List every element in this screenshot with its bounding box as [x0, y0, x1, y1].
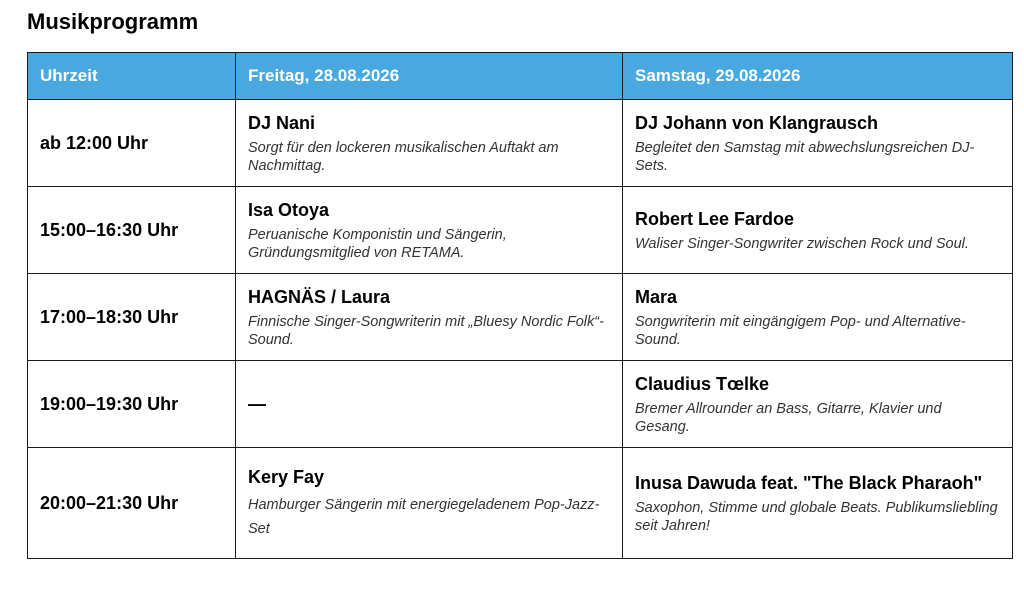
friday-cell [236, 100, 623, 187]
table-header-row [28, 53, 1013, 100]
artist-name: Mara [635, 286, 678, 307]
artist-description: Songwriterin mit eingängigem Pop- und Alternative-Sound. [635, 313, 966, 348]
artist-name: DJ Nani [248, 112, 316, 133]
artist-name: Kery Fay [248, 466, 325, 487]
artist-description: Hamburger Sängerin mit energiegeladenem Pop-Jazz-Set [248, 496, 600, 537]
friday-cell [236, 361, 623, 448]
table-row [28, 361, 1013, 448]
time-cell: 20:00–21:30 Uhr [28, 448, 236, 559]
friday-cell [236, 274, 623, 361]
artist-description: Begleitet den Samstag mit abwechslungsreichen DJ-Sets. [635, 139, 975, 174]
saturday-cell [623, 100, 1013, 187]
column-header-saturday: Samstag, 29.08.2026 [623, 53, 1013, 100]
table-row [28, 448, 1013, 559]
saturday-cell [623, 274, 1013, 361]
table-row [28, 100, 1013, 187]
time-cell: ab 12:00 Uhr [28, 100, 236, 187]
table-row [28, 187, 1013, 274]
artist-name: Isa Otoya [248, 199, 330, 220]
artist-name: DJ Johann von Klangrausch [635, 112, 879, 133]
artist-description: Sorgt für den lockeren musikalischen Auftakt am Nachmittag. [248, 139, 559, 174]
artist-name: Claudius Tœlke [635, 373, 770, 394]
table-row [28, 274, 1013, 361]
artist-description: Saxophon, Stimme und globale Beats. Publikumsliebling seit Jahren! [635, 499, 998, 534]
artist-description: Bremer Allrounder an Bass, Gitarre, Klavier und Gesang. [635, 400, 942, 435]
saturday-cell [623, 361, 1013, 448]
artist-name: HAGNÄS / Laura [248, 286, 391, 307]
artist-description: Peruanische Komponistin und Sängerin, Gründungsmitglied von RETAMA. [248, 226, 507, 261]
friday-cell [236, 448, 623, 559]
artist-description: Waliser Singer-Songwriter zwischen Rock und Soul. [635, 235, 969, 252]
time-cell: 17:00–18:30 Uhr [28, 274, 236, 361]
time-cell: 15:00–16:30 Uhr [28, 187, 236, 274]
column-header-time: Uhrzeit [28, 53, 236, 100]
saturday-cell [623, 448, 1013, 559]
friday-cell [236, 187, 623, 274]
artist-name: Inusa Dawuda feat. "The Black Pharaoh" [635, 472, 983, 493]
artist-name: Robert Lee Fardoe [635, 208, 795, 229]
saturday-cell [623, 187, 1013, 274]
column-header-friday: Freitag, 28.08.2026 [236, 53, 623, 100]
empty-slot-dash: — [248, 393, 266, 414]
page-title: Musikprogramm [27, 9, 199, 34]
music-program-table [27, 52, 1013, 559]
artist-description: Finnische Singer-Songwriterin mit „Bluesy Nordic Folk“-Sound. [248, 313, 604, 348]
time-cell: 19:00–19:30 Uhr [28, 361, 236, 448]
